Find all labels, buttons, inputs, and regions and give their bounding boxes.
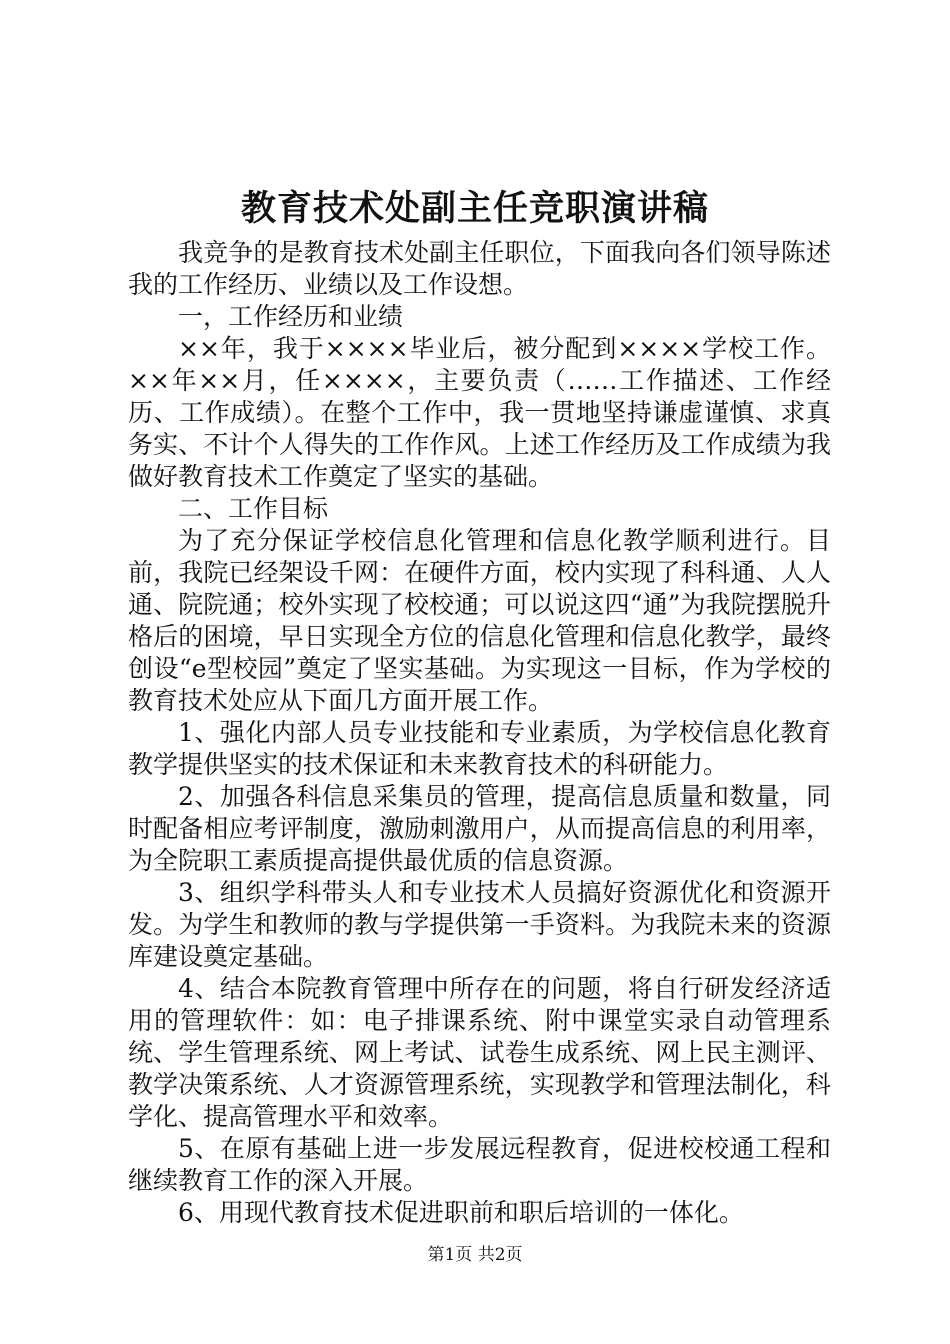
document-body [128,237,831,1229]
list-item-3: 3、组织学科带头人和专业技术人员搞好资源优化和资源开发。为学生和教师的教与学提供第一手资料。为我院未来的资源库建设奠定基础。 [128,878,831,971]
list-item-2: 2、加强各科信息采集员的管理，提高信息质量和数量，同时配备相应考评制度，激励刺激用户，从而提高信息的利用率，为全院职工素质提高提供最优质的信息资源。 [128,782,831,875]
document-title: 教育技术处副主任竞职演讲稿 [240,188,709,229]
paragraph-experience: ××年，我于××××毕业后，被分配到××××学校工作。××年××月，任××××，主要负责（……工作描述、工作经历、工作成绩）。在整个工作中，我一贯地坚持谦虚谨慎、求真务实、不计个人得失的工作作风。上述工作经历及工作成绩为我做好教育技术工作奠定了坚实的基础。 [128,334,831,491]
section-heading-experience: 一，工作经历和业绩 [178,302,404,331]
page-number-footer: 第1页 共2页 [427,1245,523,1265]
paragraph-goals: 为了充分保证学校信息化管理和信息化教学顺利进行。目前，我院已经架设千网：在硬件方面，校内实现了科科通、人人通、院院通；校外实现了校校通；可以说这四“通”为我院摆脱升格后的困境，早日实现全方位的信息化管理和信息化教学，最终创设“e型校园”奠定了坚实基础。为实现这一目标，作为学校的教育技术处应从下面几方面开展工作。 [128,526,831,715]
section-heading-goals: 二、工作目标 [178,494,329,523]
list-item-4: 4、结合本院教育管理中所存在的问题，将自行研发经济适用的管理软件：如：电子排课系统、附中课堂实录自动管理系统、学生管理系统、网上考试、试卷生成系统、网上民主测评、教学决策系统、人才资源管理系统，实现教学和管理法制化，科学化、提高管理水平和效率。 [128,974,831,1131]
paragraph-intro: 我竞争的是教育技术处副主任职位，下面我向各们领导陈述我的工作经历、业绩以及工作设想。 [128,238,831,299]
list-item-5: 5、在原有基础上进一步发展远程教育，促进校校通工程和继续教育工作的深入开展。 [128,1134,831,1195]
list-item-1: 1、强化内部人员专业技能和专业素质，为学校信息化教育教学提供坚实的技术保证和未来教育技术的科研能力。 [128,718,831,779]
list-item-6: 6、用现代教育技术促进职前和职后培训的一体化。 [178,1198,744,1227]
